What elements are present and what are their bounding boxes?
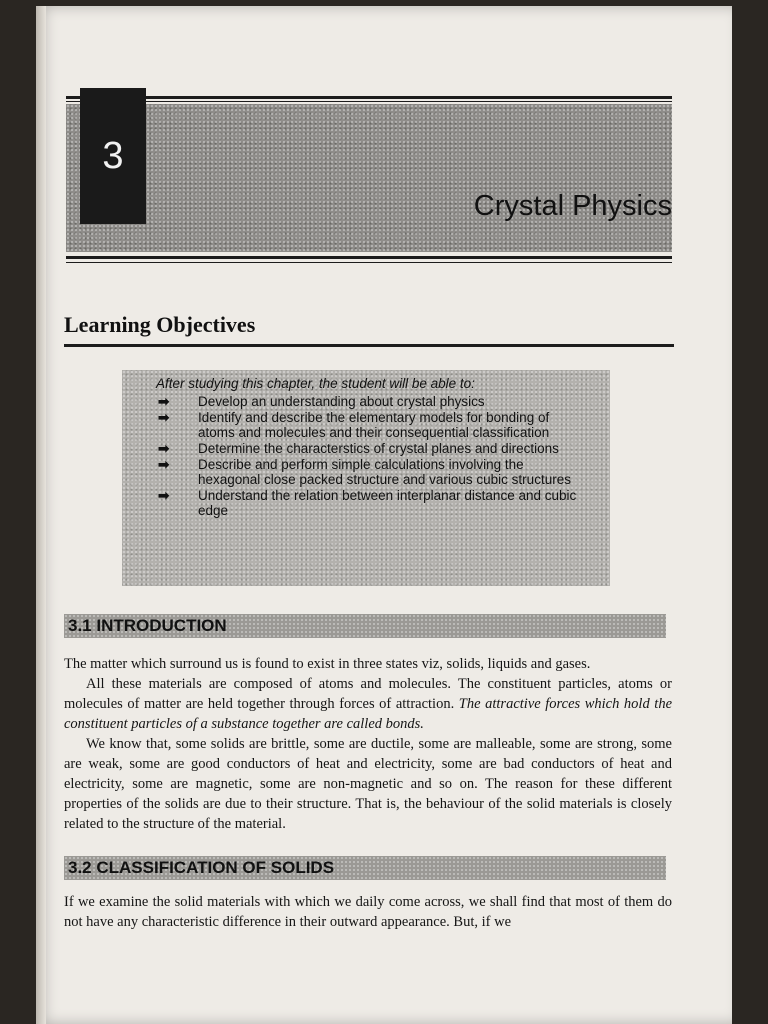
learning-objectives-heading: Learning Objectives (64, 312, 256, 337)
chapter-title: Crystal Physics (473, 190, 672, 222)
classification-paragraph-1: If we examine the solid materials with which we daily come across, we shall find that most of them do not have any characteristic difference in their outward appearance. But, if we (64, 894, 672, 930)
objective-text: Develop an understanding about crystal physics (198, 394, 485, 409)
introduction-heading: 3.1 INTRODUCTION (68, 616, 227, 635)
objective-text: Understand the relation between interplanar distance and cubic edge (198, 488, 577, 518)
introduction-paragraph-3: We know that, some solids are brittle, some are ductile, some are malleable, some are strong, some are weak, some are good conductors of heat and electricity, some are bad conductors of heat and electricity, some are magnetic, some are non-magnetic and so on. The reason for these different properties of the solids are due to their structure. That is, the behaviour of the solid materials is closely related to the structure of the material. (64, 736, 672, 832)
arrow-right-icon: ➡ (158, 394, 170, 409)
introduction-heading-bar (64, 614, 666, 638)
objective-text: Determine the characterstics of crystal planes and directions (198, 441, 559, 456)
objective-item (158, 488, 588, 518)
objective-item (158, 394, 588, 409)
objectives-list (158, 394, 588, 519)
chapter-number: 3 (80, 88, 146, 224)
banner-bottom-rule (66, 256, 672, 259)
objectives-intro: After studying this chapter, the student will be able to: (156, 376, 475, 391)
arrow-right-icon: ➡ (158, 457, 170, 472)
top-rule-thin (66, 101, 672, 102)
classification-heading-bar (64, 856, 666, 880)
objective-text: Identify and describe the elementary models for bonding of atoms and molecules and their consequential classification (198, 410, 550, 440)
introduction-paragraph-1: The matter which surround us is found to exist in three states viz, solids, liquids and gases. (64, 656, 591, 672)
top-rule (66, 96, 672, 99)
objective-item (158, 441, 588, 456)
objectives-box (122, 370, 610, 586)
chapter-banner (66, 104, 672, 252)
objective-item (158, 410, 588, 440)
objective-item (158, 457, 588, 487)
classification-heading: 3.2 CLASSIFICATION OF SOLIDS (68, 858, 335, 877)
objective-text: Describe and perform simple calculations involving the hexagonal close packed structure and various cubic structures (198, 457, 571, 487)
introduction-body (64, 654, 672, 834)
learning-objectives-rule (64, 344, 674, 347)
introduction-paragraph-2 (64, 674, 672, 734)
arrow-right-icon: ➡ (158, 488, 170, 503)
introduction-paragraph-2-text: All these materials are composed of atoms and molecules. The constituent particles, atoms or molecules of matter are held together through forces of attraction. (64, 676, 672, 712)
arrow-right-icon: ➡ (158, 441, 170, 456)
bonds-definition: The attractive forces which hold the constituent particles of a substance together are called bonds. (64, 696, 673, 732)
arrow-right-icon: ➡ (158, 410, 170, 425)
classification-body (64, 892, 672, 932)
banner-bottom-rule-thin (66, 262, 672, 263)
page-gutter-shadow (36, 6, 46, 1024)
